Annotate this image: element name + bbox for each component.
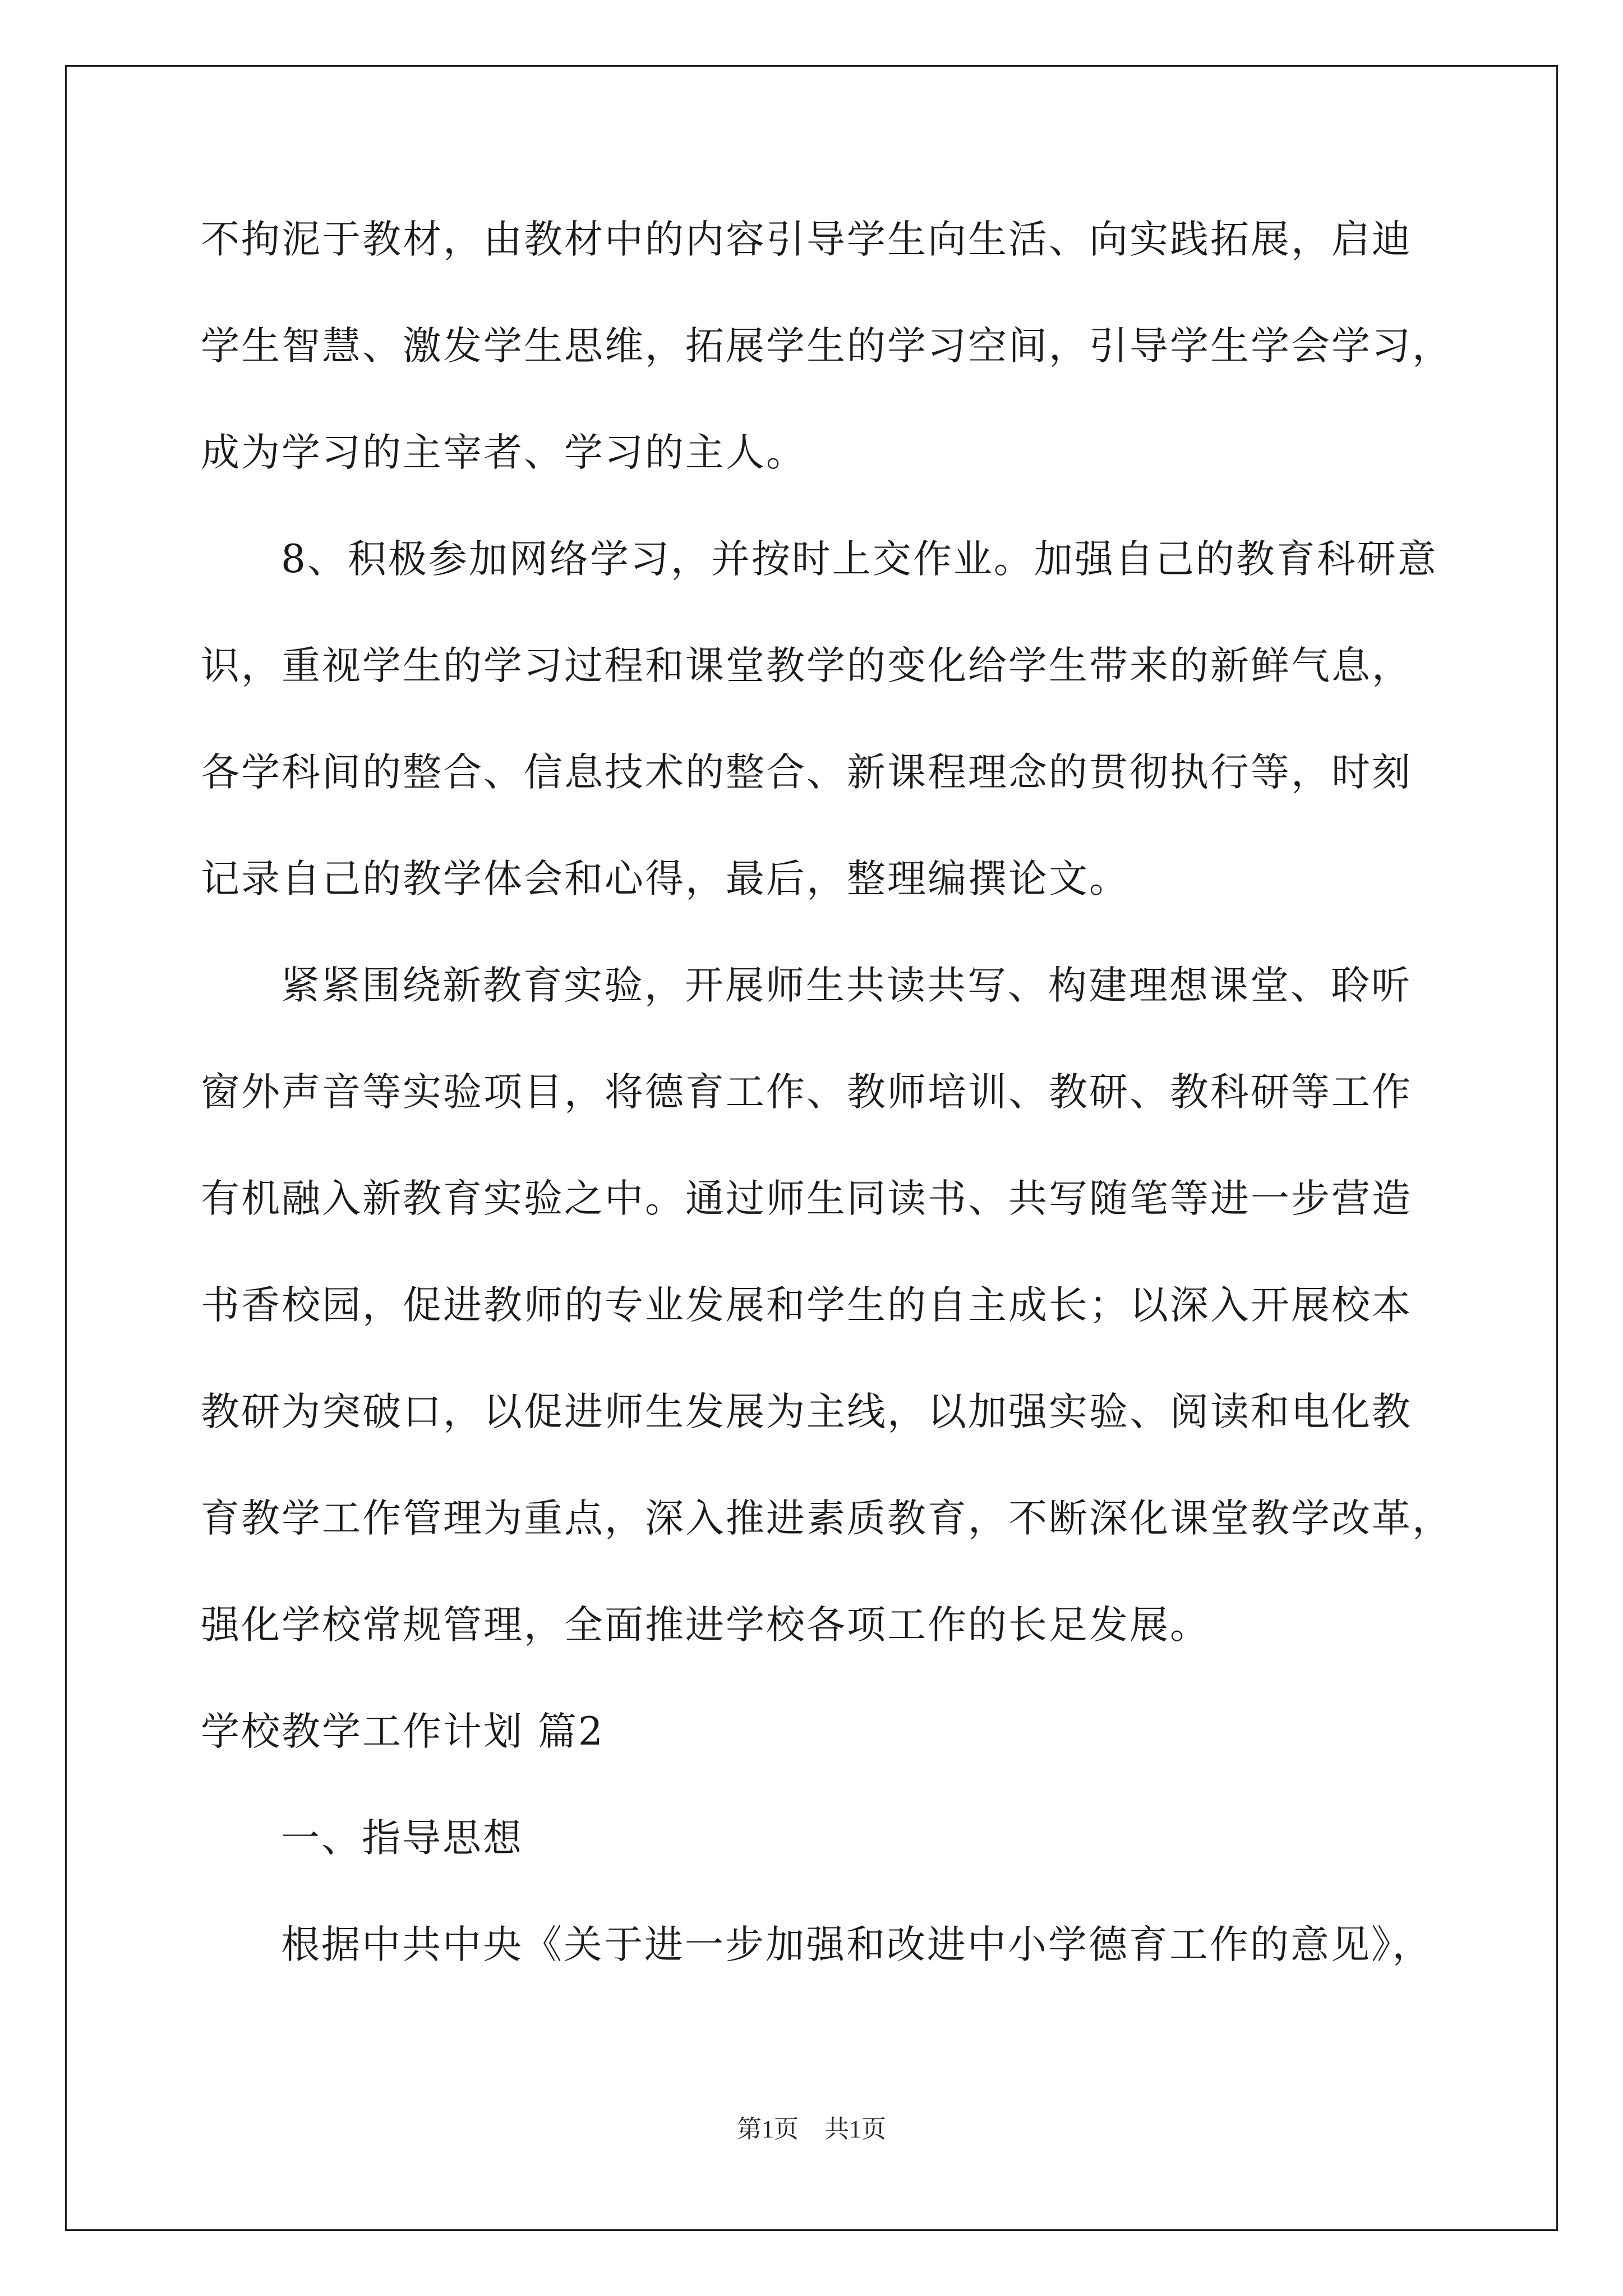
text-line: 不拘泥于教材，由教材中的内容引导学生向生活、向实践拓展，启迪 <box>201 217 1412 262</box>
section-heading: 学校教学工作计划 篇2 <box>201 1709 605 1754</box>
text-line: 成为学习的主宰者、学习的主人。 <box>201 430 806 475</box>
text-line: 有机融入新教育实验之中。通过师生同读书、共写随笔等进一步营造 <box>201 1176 1412 1221</box>
page-footer <box>0 2114 1623 2145</box>
text-line: 各学科间的整合、信息技术的整合、新课程理念的贯彻执行等，时刻 <box>201 750 1412 795</box>
text-line: 紧紧围绕新教育实验，开展师生共读共写、构建理想课堂、聆听 <box>281 963 1412 1008</box>
document-body <box>201 213 1453 2025</box>
text-line: 强化学校常规管理，全面推进学校各项工作的长足发展。 <box>201 1603 1210 1648</box>
page-number: 第1页 <box>737 2115 799 2143</box>
text-line: 根据中共中央《关于进一步加强和改进中小学德育工作的意见》， <box>281 1922 1433 1967</box>
page-total: 共1页 <box>824 2115 886 2143</box>
text-line: 教研为突破口，以促进师生发展为主线，以加强实验、阅读和电化教 <box>201 1389 1412 1434</box>
text-line: 识，重视学生的学习过程和课堂教学的变化给学生带来的新鲜气息， <box>201 643 1412 688</box>
text-line: 8、积极参加网络学习，并按时上交作业。加强自己的教育科研意 <box>281 537 1438 582</box>
text-line: 记录自己的教学体会和心得，最后，整理编撰论文。 <box>201 857 1129 901</box>
text-line: 书香校园，促进教师的专业发展和学生的自主成长；以深入开展校本 <box>201 1283 1412 1328</box>
text-line: 学生智慧、激发学生思维，拓展学生的学习空间，引导学生学会学习， <box>201 324 1453 369</box>
text-line: 育教学工作管理为重点，深入推进素质教育，不断深化课堂教学改革， <box>201 1496 1453 1541</box>
text-line: 窗外声音等实验项目，将德育工作、教师培训、教研、教科研等工作 <box>201 1070 1412 1115</box>
subsection-heading: 一、指导思想 <box>281 1816 523 1861</box>
